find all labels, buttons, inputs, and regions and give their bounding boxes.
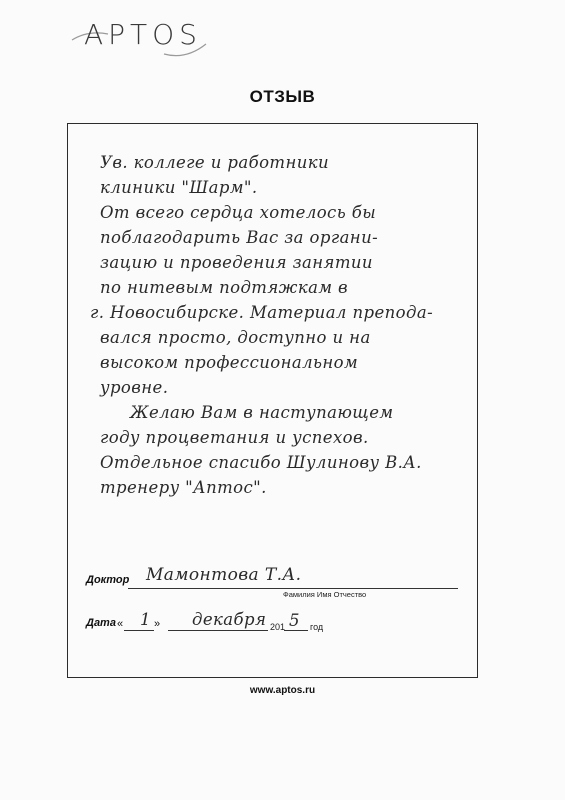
date-quote-close: » <box>154 618 161 630</box>
review-line: тренеру "Аптос". <box>100 478 267 497</box>
review-line: Желаю Вам в наступающем <box>130 403 394 422</box>
review-line: высоком профессиональном <box>100 353 359 372</box>
review-line: вался просто, доступно и на <box>100 328 371 347</box>
doctor-name: Мамонтова Т.А. <box>146 565 302 585</box>
doctor-label: Доктор <box>86 574 130 586</box>
date-year-underline <box>284 630 308 631</box>
review-line: поблагодарить Вас за органи- <box>100 228 379 247</box>
date-year-prefix: 201 <box>270 622 286 632</box>
date-day: 1 <box>140 610 151 629</box>
date-year-suffix: 5 <box>289 611 300 630</box>
page-title: ОТЗЫВ <box>249 87 316 106</box>
date-month: декабря <box>192 610 267 629</box>
date-month-underline <box>168 630 268 631</box>
review-line: г. Новосибирске. Материал препода- <box>90 303 434 322</box>
date-year-word: год <box>310 622 324 632</box>
review-line: по нитевым подтяжкам в <box>100 278 349 297</box>
date-label: Дата <box>86 617 116 629</box>
date-quote-open: « <box>117 618 124 630</box>
review-line: Отдельное спасибо Шулинову В.А. <box>100 453 422 472</box>
review-line: уровне. <box>100 378 169 397</box>
review-line: зацию и проведения занятии <box>100 253 373 272</box>
logo-wordmark: APTOS <box>84 18 202 51</box>
review-line: клиники "Шарм". <box>100 178 258 197</box>
doctor-underline <box>128 588 458 589</box>
doctor-caption: Фамилия Имя Отчество <box>283 590 367 599</box>
aptos-logo <box>84 18 224 58</box>
footer-url: www.aptos.ru <box>249 685 316 696</box>
date-day-underline <box>124 630 154 631</box>
review-line: От всего сердца хотелось бы <box>100 203 377 222</box>
review-line: Ув. коллеге и работники <box>100 153 330 172</box>
review-line: году процветания и успехов. <box>100 428 369 447</box>
